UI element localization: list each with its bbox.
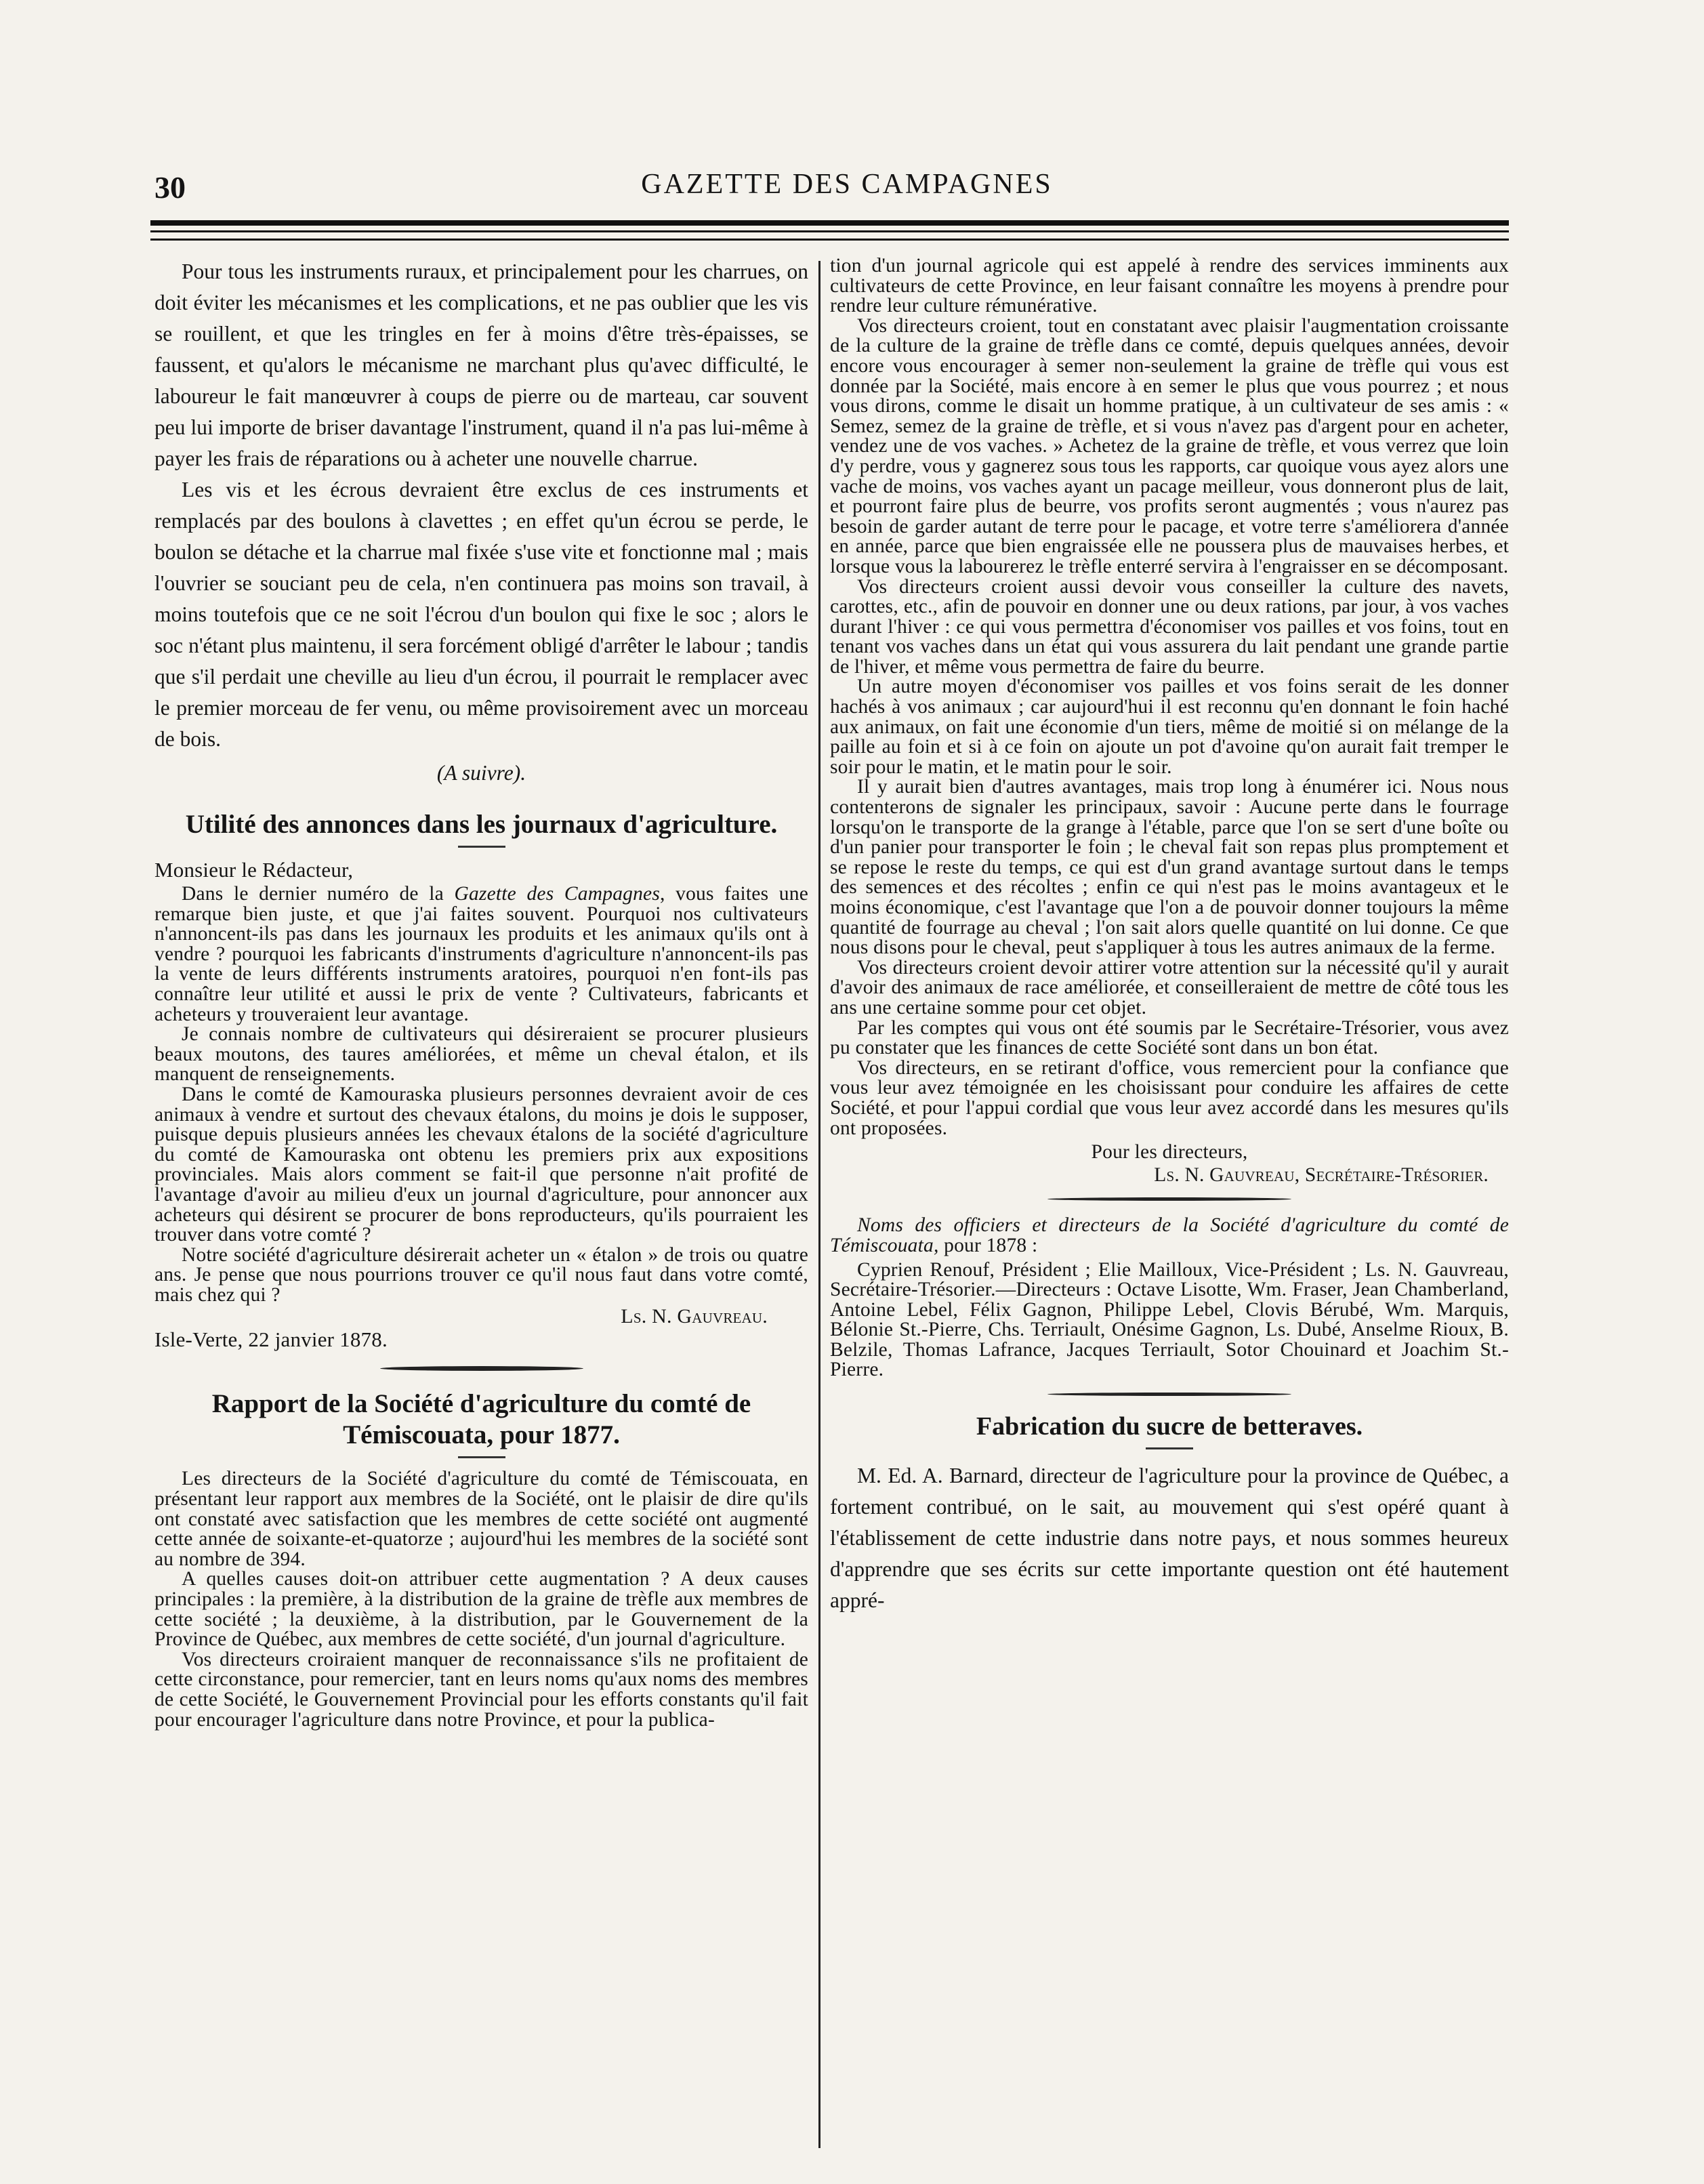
paragraph: Les vis et les écrous devraient être exclus de ces instruments et remplacés par des boulons à clavettes ; en effet qu'un écrou se perde, le boulon se détache et la charrue mal fixée s'use vite et fonctionne mal ; mais l'ouvrier se souciant peu de cela, n'en continuera pas moins son travail, à moins toutefois que ce ne soit l'écrou d'un boulon qui fixe le soc ; alors le soc n'étant plus maintenu, il sera forcément obligé d'arrêter le labour ; tandis que s'il perdait une cheville au lieu d'un écrou, il pourrait le remplacer avec le premier morceau de fer venu, ou même provisoirement avec un morceau de bois. xyxy=(154,478,808,751)
paragraph: Pour tous les instruments ruraux, et principalement pour les charrues, on doit éviter les mécanismes et les complications, et ne pas oublier que les vis se rouillent, et que les tringles en fer à moins d'être très-épaisses, se faussent, et qu'alors le mécanisme ne marchant plus qu'avec difficulté, le laboureur le fait manœuvrer à coups de pierre ou de marteau, car souvent peu lui importe de briser davantage l'instrument, quand il n'a pas lui-même à payer les frais de réparations ou à acheter une nouvelle charrue. xyxy=(154,260,808,470)
paragraph: Vos directeurs, en se retirant d'office, vous remercient pour la confiance que vous leur avez témoignée en les choisissant pour conduire les affaires de cette Société, et pour l'appui cordial que vous leur avez accordé dans les mesures qu'ils ont proposées. xyxy=(830,1056,1509,1139)
paragraph: Notre société d'agriculture désirerait acheter un « étalon » de trois ou quatre ans. Je pense que nous pourrions trouver ce qu'il nous faut dans votre comté, mais chez qui ? xyxy=(154,1243,808,1306)
officers-heading xyxy=(830,1216,1509,1256)
paragraph: A quelles causes doit-on attribuer cette augmentation ? A deux causes principales : la première, à la distribution de la graine de trèfle aux membres de cette société ; la deuxième, à la distribution, par le Gouvernement de la Province de Québec, aux membres de cette société, d'un journal d'agriculture. xyxy=(154,1568,808,1651)
heading-italic: Noms des officiers et directeurs de la Société d'agriculture du comté de Témiscouata, xyxy=(830,1214,1509,1256)
article-annonces xyxy=(154,809,808,1351)
title-dash xyxy=(458,846,505,848)
paragraph: Je connais nombre de cultivateurs qui désireraient se procurer plusieurs beaux moutons, des taures améliorées, et même un cheval étalon, et ils manquent de renseignements. xyxy=(154,1023,808,1086)
article-sucre xyxy=(830,1411,1509,1616)
paragraph: Vos directeurs croient, tout en constatant avec plaisir l'augmentation croissante de la culture de la graine de trèfle dans ce comté, depuis quelques années, devoir encore vous encourager à semer non-seulement la graine de trèfle qui vous est donnée par la Société, mais encore à en semer le plus que vous pourrez ; et nous vous dirons, comme le disait un homme pratique, à un cultivateur de ses amis : « Semez, semez de la graine de trèfle, et si vous n'avez pas d'argent pour en acheter, vendez une de vos vaches. » Achetez de la graine de trèfle, et vous verrez que loin d'y perdre, vous y gagnerez sous tous les rapports, car quoique vous ayez alors une vache de moins, vos vaches ayant un pacage meilleur, vous donneront plus de lait, et pourront faire plus de beurre, vos profits seront augmentés ; vous n'aurez pas besoin de garder autant de terre pour le pacage, et votre terre s'améliorera d'année en année, parce que bien engraissée elle ne poussera plus de mauvaises herbes, et lorsque vous la labourerez le trèfle enterré servira à l'engraisser en se décomposant. xyxy=(830,314,1509,577)
left-column xyxy=(154,256,808,1730)
text-span: Dans le dernier numéro de la xyxy=(182,883,455,905)
paragraph: Vos directeurs croient aussi devoir vous conseiller la culture des navets, carottes, etc., afin de pouvoir en donner une ou deux rations, par jour, à vos vaches durant l'hiver : ce qui vous permettra d'économiser vos pailles et vos foins, tout en tenant vos vaches dans un état qui vous assurera du lait pendant une grande partie de l'hiver, et même vous permettra de faire du beurre. xyxy=(830,575,1509,678)
masthead-title: GAZETTE DES CAMPAGNES xyxy=(641,169,1053,200)
signature: Ls. N. Gauvreau. xyxy=(621,1305,768,1328)
officers-list xyxy=(830,1216,1509,1380)
section-separator xyxy=(380,1366,583,1371)
article-title: Utilité des annonces dans les journaux d'agriculture. xyxy=(185,810,778,839)
journal-name: Gazette des Campagnes xyxy=(454,883,661,905)
right-column xyxy=(830,256,1509,1616)
title-dash xyxy=(458,1456,505,1458)
paragraph: Un autre moyen d'économiser vos pailles et vos foins serait de les donner hachés à vos animaux ; car aujourd'hui il est reconnu qu'en donnant le foin haché aux animaux, on fait une économie d'un tiers, même de moitié si on mélange de la paille au foin et si à ce foin on ajoute un pot d'avoine qu'on aurait fait tremper le soir pour le matin, et le matin pour le soir. xyxy=(830,676,1509,778)
paragraph: Les directeurs de la Société d'agriculture du comté de Témiscouata, en présentant leur rapport aux membres de la Société, ont le plaisir de dire qu'ils ont constaté avec satisfaction que les membres de cette société ont augmenté cette année de soixante-et-quatorze ; aujourd'hui les membres de la société sont au nombre de 394. xyxy=(154,1468,808,1570)
article-title: Fabrication du sucre de betteraves. xyxy=(976,1412,1363,1441)
paragraph: Par les comptes qui vous ont été soumis par le Secrétaire-Trésorier, vous avez pu constater que les finances de cette Société sont dans un bon état. xyxy=(830,1016,1509,1059)
article-rapport xyxy=(154,1388,808,1730)
salutation: Monsieur le Rédacteur, xyxy=(154,858,354,882)
section-separator xyxy=(1047,1393,1291,1396)
paragraph: Vos directeurs croient devoir attirer votre attention sur la nécessité qu'il y aurait d'avoir des animaux de race améliorée, et conseilleraient de mettre de côté tous les ans une certaine somme pour cet objet. xyxy=(830,956,1509,1018)
header-rule-thin-2 xyxy=(150,239,1509,241)
paragraph: M. Ed. A. Barnard, directeur de l'agriculture pour la province de Québec, a fortement contribué, on le sait, au mouvement qui s'est opéré quant à l'établissement de cette industrie dans notre pays, et nous sommes heureux d'apprendre que ses écrits sur cette importante question ont été hautement appré- xyxy=(830,1464,1509,1613)
officers-names: Cyprien Renouf, Président ; Elie Mailloux, Vice-Président ; Ls. N. Gauvreau, Secrétaire-Trésorier.—Directeurs : Octave Lisotte, Wm. Fraser, Jean Chamberland, Antoine Lebel, Félix Gagnon, Philippe Lebel, Clovis Bérubé, Wm. Marquis, Bélonie St.-Pierre, Chs. Terriault, Onésime Gagnon, Ls. Dubé, Anselme Rioux, B. Belzile, Thomas Lafrance, Jacques Terriault, Sotor Chouinard et Joachim St.-Pierre. xyxy=(830,1258,1509,1381)
article-charrue xyxy=(154,256,808,789)
article-rapport-continued xyxy=(830,256,1509,1185)
signatory-intro: Pour les directeurs, xyxy=(1091,1141,1248,1163)
column-divider xyxy=(818,261,820,2148)
paragraph: Vos directeurs croiraient manquer de reconnaissance s'ils ne profitaient de cette circonstance, pour remercier, tant en leurs noms qu'aux noms des membres de cette Société, le Gouvernement Provincial pour les efforts constants qu'il fait pour encourager l'agriculture dans notre Province, et pour la publica- xyxy=(154,1648,808,1731)
paragraph: Dans le comté de Kamouraska plusieurs personnes devraient avoir de ces animaux à vendre et surtout des chevaux étalons, du moins je dois le supposer, puisque depuis plusieurs années les chevaux étalons de la société d'agriculture du comté de Kamouraska ont obtenu les premiers prix aux expositions provinciales. Mais alors comment se fait-il que personne n'ait profité de l'avantage d'avoir au milieu d'eux un journal d'agriculture, pour annoncer aux acheteurs qui désirent se procurer de bons reproducteurs, qu'ils pourraient les trouver dans votre comté ? xyxy=(154,1083,808,1246)
title-dash xyxy=(1146,1447,1193,1449)
to-be-continued: (A suivre). xyxy=(436,761,526,785)
header-rule-thin xyxy=(150,230,1509,232)
paragraph: tion d'un journal agricole qui est appelé à rendre des services imminents aux cultivateurs de cette Province, en leur faisant connaître les moyens à prendre pour rendre leur culture rémunérative. xyxy=(830,255,1509,317)
paragraph: Il y aurait bien d'autres avantages, mais trop long à énumérer ici. Nous nous contenterons de signaler les principaux, savoir : Aucune perte dans le fourrage lorsqu'on le transporte de la grange à l'étable, parce que l'on se sert d'une boîte ou d'un panier pour transporter le foin ; le cheval fait son repas plus promptement et se repose le reste du temps, ce qui est d'un grand avantage surtout dans le temps des semences et des récoltes ; enfin ce qui n'est pas le moins avantageux et le moins économique, c'est l'avantage que l'on a de pouvoir donner toujours la même quantité de fourrage au cheval ; l'on sait alors quelle quantité on lui donne. Ce que nous disons pour le cheval, peut s'appliquer à tous les autres animaux de la ferme. xyxy=(830,776,1509,959)
header-rule-thick xyxy=(150,220,1509,226)
signature: Ls. N. Gauvreau, Secrétaire-Trésorier. xyxy=(1154,1163,1489,1186)
paragraph xyxy=(154,884,808,1025)
article-title: Rapport de la Société d'agriculture du comté de Témiscouata, pour 1877. xyxy=(211,1389,751,1450)
heading-tail: pour 1878 : xyxy=(938,1234,1038,1256)
page-number: 30 xyxy=(154,170,186,205)
section-separator xyxy=(1047,1197,1291,1201)
text-span: , vous faites une remarque bien juste, et que j'ai faites souvent. Pourquoi nos cultivateurs n'annoncent-ils pas dans les journaux les produits et les animaux qu'ils ont à vendre ? pourquoi les fabricants d'instruments d'agriculture n'annoncent-ils pas la vente de leurs différents instruments aratoires, pourquoi n'en font-ils pas connaître leur utilité et aussi le prix de vente ? Cultivateurs, fabricants et acheteurs y trouveraient leur avantage. xyxy=(154,883,808,1025)
dateline: Isle-Verte, 22 janvier 1878. xyxy=(154,1327,388,1352)
